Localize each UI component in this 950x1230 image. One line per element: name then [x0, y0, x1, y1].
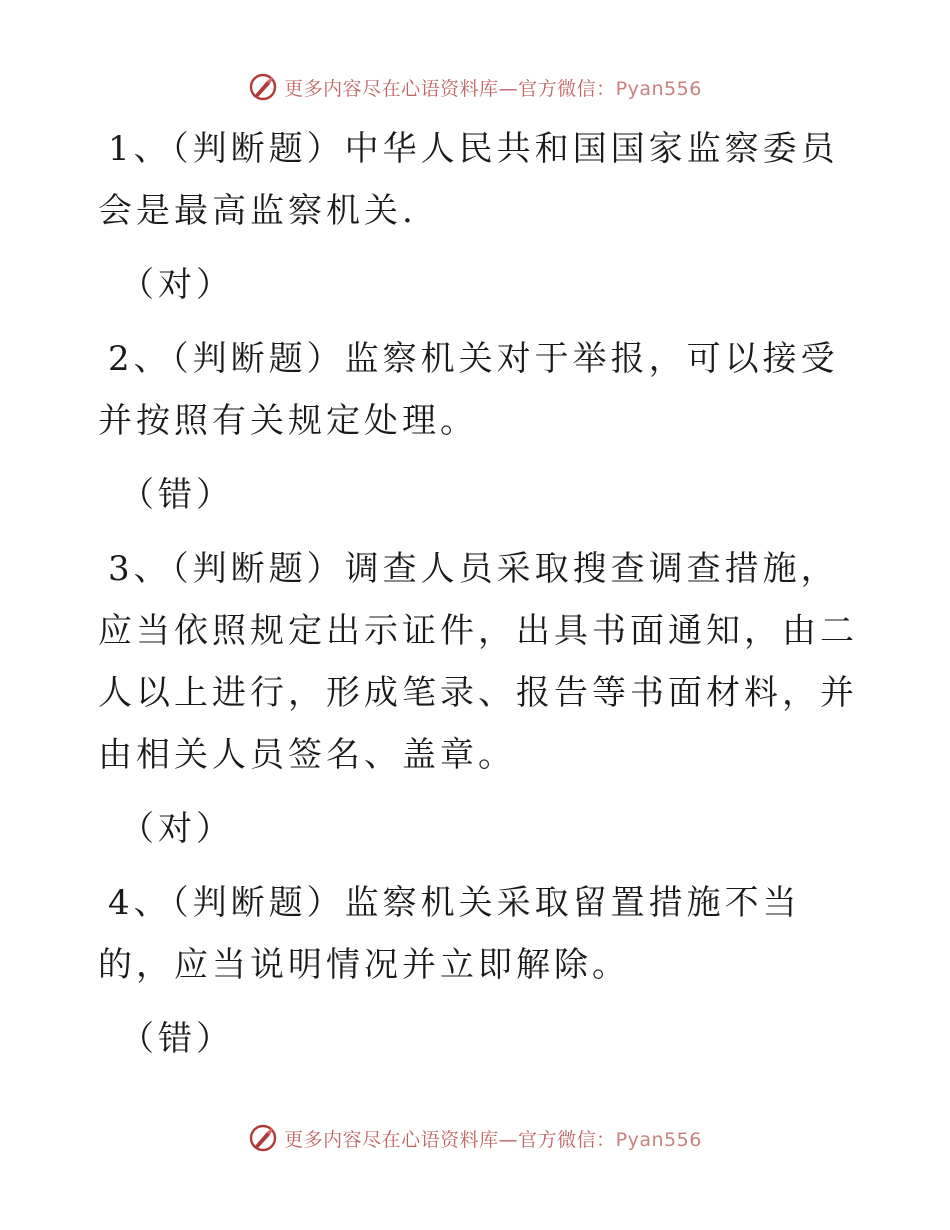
watermark-text: 更多内容尽在心语资料库—官方微信： [284, 77, 616, 100]
answer-4: （错） [120, 1019, 234, 1059]
question-3: 3、（判断题）调查人员采取搜查调查措施，应当依照规定出示证件，出具书面通知，由二人以上进行，形成笔录、报告等书面材料，并由相关人员签名、盖章。 [98, 549, 858, 775]
header-watermark [0, 72, 950, 102]
watermark-text: 更多内容尽在心语资料库—官方微信： [284, 1128, 616, 1151]
document-body [98, 118, 858, 1082]
question-4: 4、（判断题）监察机关采取留置措施不当的，应当说明情况并立即解除。 [98, 883, 801, 985]
question-2: 2、（判断题）监察机关对于举报，可以接受并按照有关规定处理。 [98, 339, 839, 441]
answer-2: （错） [120, 475, 234, 515]
watermark-wechat-id: Pyan556 [615, 77, 702, 100]
watermark-wechat-id: Pyan556 [615, 1128, 702, 1151]
red-pen-nib-logo-icon [248, 1123, 278, 1153]
answer-3: （对） [120, 809, 234, 849]
red-pen-nib-logo-icon [248, 72, 278, 102]
footer-watermark [0, 1123, 950, 1153]
question-1: 1、（判断题）中华人民共和国国家监察委员会是最高监察机关. [98, 129, 839, 231]
answer-1: （对） [120, 265, 234, 305]
